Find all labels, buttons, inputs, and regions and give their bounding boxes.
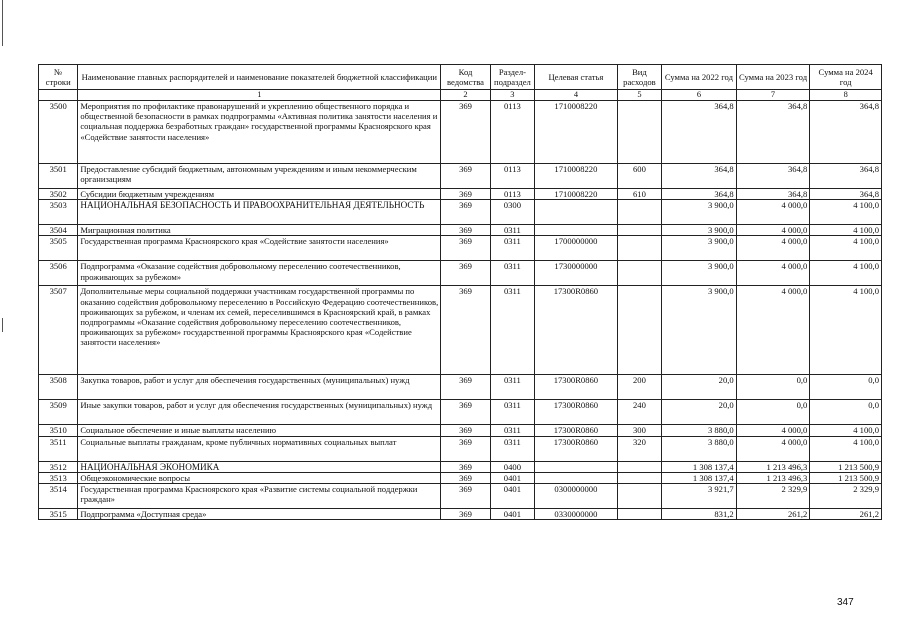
sum-2024-cell: 364,8 (810, 101, 882, 164)
target-cell (535, 472, 618, 483)
dept-code-cell: 369 (441, 225, 490, 236)
sum-2022-cell: 3 880,0 (662, 425, 737, 436)
target-cell (535, 461, 618, 472)
sum-2024-cell: 1 213 500,9 (810, 472, 882, 483)
sum-2023-cell: 364,8 (736, 164, 810, 189)
column-number: 2 (441, 90, 490, 101)
sum-2023-cell: 1 213 496,3 (736, 461, 810, 472)
dept-code-cell: 369 (441, 400, 490, 425)
row-number: 3506 (39, 261, 78, 286)
sum-2023-cell: 4 000,0 (736, 225, 810, 236)
dept-code-cell: 369 (441, 461, 490, 472)
sum-2022-cell: 364,8 (662, 164, 737, 189)
dept-code-cell: 369 (441, 101, 490, 164)
row-number: 3510 (39, 425, 78, 436)
table-row (39, 225, 882, 236)
row-name: НАЦИОНАЛЬНАЯ БЕЗОПАСНОСТЬ И ПРАВООХРАНИТЕЛЬНАЯ ДЕЯТЕЛЬНОСТЬ (78, 200, 441, 225)
sum-2023-cell: 364,8 (736, 189, 810, 200)
row-number: 3512 (39, 461, 78, 472)
dept-code-cell: 369 (441, 189, 490, 200)
expense-type-cell: 300 (617, 425, 661, 436)
expense-type-cell: 240 (617, 400, 661, 425)
row-name: НАЦИОНАЛЬНАЯ ЭКОНОМИКА (78, 461, 441, 472)
table-row (39, 200, 882, 225)
row-number: 3513 (39, 472, 78, 483)
sum-2022-cell: 364,8 (662, 101, 737, 164)
row-name: Подпрограмма «Оказание содействия добровольному переселению соотечественников, проживающих за рубежом» (78, 261, 441, 286)
table-row (39, 436, 882, 461)
section-cell: 0401 (490, 484, 534, 509)
sum-2022-cell: 1 308 137,4 (662, 472, 737, 483)
target-cell: 17300R0860 (535, 400, 618, 425)
sum-2022-cell: 3 900,0 (662, 261, 737, 286)
row-name: Мероприятия по профилактике правонарушений и укреплению общественного порядка и общественной безопасности в рамках подпрограммы «Активная политика занятости населения и социальная поддержка безработных граждан» государственной программы Красноярского края «Содействие занятости населения» (78, 101, 441, 164)
row-number: 3502 (39, 189, 78, 200)
sum-2024-cell: 4 100,0 (810, 200, 882, 225)
sum-2022-cell: 20,0 (662, 400, 737, 425)
sum-2023-cell: 4 000,0 (736, 200, 810, 225)
row-name: Закупка товаров, работ и услуг для обеспечения государственных (муниципальных) нужд (78, 375, 441, 400)
header-expense-type: Вид расходов (617, 65, 661, 90)
table-row (39, 484, 882, 509)
column-number: 1 (78, 90, 441, 101)
dept-code-cell: 369 (441, 286, 490, 375)
target-cell: 17300R0860 (535, 436, 618, 461)
sum-2024-cell: 4 100,0 (810, 286, 882, 375)
expense-type-cell (617, 509, 661, 520)
sum-2024-cell: 4 100,0 (810, 236, 882, 261)
expense-type-cell (617, 484, 661, 509)
dept-code-cell: 369 (441, 436, 490, 461)
target-cell: 17300R0860 (535, 375, 618, 400)
sum-2023-cell: 364,8 (736, 101, 810, 164)
header-sum-2023: Сумма на 2023 год (736, 65, 810, 90)
expense-type-cell: 600 (617, 164, 661, 189)
binding-margin-line (2, 0, 3, 46)
target-cell: 1730000000 (535, 261, 618, 286)
sum-2023-cell: 0,0 (736, 400, 810, 425)
row-number: 3511 (39, 436, 78, 461)
target-cell: 0300000000 (535, 484, 618, 509)
row-number: 3503 (39, 200, 78, 225)
section-cell: 0311 (490, 261, 534, 286)
sum-2024-cell: 1 213 500,9 (810, 461, 882, 472)
table-row (39, 472, 882, 483)
dept-code-cell: 369 (441, 261, 490, 286)
dept-code-cell: 369 (441, 200, 490, 225)
row-name: Миграционная политика (78, 225, 441, 236)
row-name: Социальные выплаты гражданам, кроме публичных нормативных социальных выплат (78, 436, 441, 461)
table-row (39, 461, 882, 472)
target-cell: 1700000000 (535, 236, 618, 261)
expense-type-cell: 200 (617, 375, 661, 400)
sum-2022-cell: 3 900,0 (662, 236, 737, 261)
expense-type-cell (617, 472, 661, 483)
section-cell: 0311 (490, 225, 534, 236)
row-name: Государственная программа Красноярского края «Развитие системы социальной поддержки граждан» (78, 484, 441, 509)
sum-2024-cell: 4 100,0 (810, 436, 882, 461)
sum-2023-cell: 4 000,0 (736, 236, 810, 261)
table-row (39, 189, 882, 200)
sum-2023-cell: 4 000,0 (736, 261, 810, 286)
section-cell: 0400 (490, 461, 534, 472)
row-number: 3501 (39, 164, 78, 189)
sum-2023-cell: 0,0 (736, 375, 810, 400)
row-name: Общеэкономические вопросы (78, 472, 441, 483)
sum-2022-cell: 3 900,0 (662, 286, 737, 375)
header-target: Целевая статья (535, 65, 618, 90)
table-body (39, 101, 882, 520)
expense-type-cell (617, 236, 661, 261)
section-cell: 0311 (490, 436, 534, 461)
page-number: 347 (837, 597, 854, 608)
target-cell: 0330000000 (535, 509, 618, 520)
dept-code-cell: 369 (441, 484, 490, 509)
column-number: 3 (490, 90, 534, 101)
table-row (39, 400, 882, 425)
row-name: Государственная программа Красноярского края «Содействие занятости населения» (78, 236, 441, 261)
sum-2024-cell: 4 100,0 (810, 261, 882, 286)
expense-type-cell: 610 (617, 189, 661, 200)
dept-code-cell: 369 (441, 164, 490, 189)
table-row (39, 375, 882, 400)
sum-2024-cell: 4 100,0 (810, 225, 882, 236)
header-name: Наименование главных распорядителей и наименование показателей бюджетной классификации (78, 65, 441, 90)
column-number: 6 (662, 90, 737, 101)
sum-2023-cell: 1 213 496,3 (736, 472, 810, 483)
section-cell: 0113 (490, 164, 534, 189)
column-number: 5 (617, 90, 661, 101)
expense-type-cell (617, 200, 661, 225)
row-number: 3505 (39, 236, 78, 261)
target-cell: 17300R0860 (535, 425, 618, 436)
section-cell: 0311 (490, 375, 534, 400)
row-number: 3514 (39, 484, 78, 509)
sum-2022-cell: 364,8 (662, 189, 737, 200)
dept-code-cell: 369 (441, 472, 490, 483)
target-cell (535, 200, 618, 225)
expense-type-cell (617, 261, 661, 286)
section-cell: 0401 (490, 472, 534, 483)
row-number: 3507 (39, 286, 78, 375)
table-row (39, 164, 882, 189)
dept-code-cell: 369 (441, 425, 490, 436)
column-number (39, 90, 78, 101)
sum-2022-cell: 3 880,0 (662, 436, 737, 461)
expense-type-cell (617, 461, 661, 472)
sum-2022-cell: 1 308 137,4 (662, 461, 737, 472)
target-cell: 1710008220 (535, 101, 618, 164)
expense-type-cell (617, 101, 661, 164)
table-row (39, 236, 882, 261)
row-name: Дополнительные меры социальной поддержки участникам государственной программы по оказанию содействия добровольному переселению в Российскую Федерацию соотечественников, проживающих за рубежом, и членам их семей, переселившимся в Красноярский край, в рамках подпрограммы «Оказание содействия добровольному переселению соотечественников, проживающих за рубежом» государственной программы Красноярского края «Содействие занятости населения» (78, 286, 441, 375)
table-row (39, 425, 882, 436)
row-number: 3515 (39, 509, 78, 520)
binding-margin-line (2, 318, 3, 332)
table-row (39, 101, 882, 164)
table-row (39, 261, 882, 286)
expense-type-cell (617, 225, 661, 236)
expense-type-cell (617, 286, 661, 375)
column-number: 4 (535, 90, 618, 101)
section-cell: 0311 (490, 425, 534, 436)
dept-code-cell: 369 (441, 375, 490, 400)
header-row-no: № строки (39, 65, 78, 90)
sum-2024-cell: 364,8 (810, 189, 882, 200)
sum-2023-cell: 4 000,0 (736, 286, 810, 375)
sum-2024-cell: 364,8 (810, 164, 882, 189)
section-cell: 0113 (490, 189, 534, 200)
target-cell: 1710008220 (535, 164, 618, 189)
column-number: 8 (810, 90, 882, 101)
sum-2022-cell: 831,2 (662, 509, 737, 520)
section-cell: 0311 (490, 400, 534, 425)
section-cell: 0113 (490, 101, 534, 164)
sum-2024-cell: 2 329,9 (810, 484, 882, 509)
sum-2022-cell: 20,0 (662, 375, 737, 400)
sum-2023-cell: 2 329,9 (736, 484, 810, 509)
row-name: Предоставление субсидий бюджетным, автономным учреждениям и иным некоммерческим организациям (78, 164, 441, 189)
header-sum-2024: Сумма на 2024 год (810, 65, 882, 90)
sum-2024-cell: 4 100,0 (810, 425, 882, 436)
row-name: Социальное обеспечение и иные выплаты населению (78, 425, 441, 436)
sum-2022-cell: 3 900,0 (662, 200, 737, 225)
target-cell: 1710008220 (535, 189, 618, 200)
table-header-row (39, 65, 882, 90)
sum-2023-cell: 4 000,0 (736, 425, 810, 436)
dept-code-cell: 369 (441, 509, 490, 520)
column-number: 7 (736, 90, 810, 101)
table-row (39, 286, 882, 375)
sum-2023-cell: 261,2 (736, 509, 810, 520)
sum-2024-cell: 0,0 (810, 375, 882, 400)
header-section: Раздел-подраздел (490, 65, 534, 90)
table-row (39, 509, 882, 520)
header-dept-code: Код ведомства (441, 65, 490, 90)
sum-2024-cell: 0,0 (810, 400, 882, 425)
section-cell: 0311 (490, 236, 534, 261)
row-name: Иные закупки товаров, работ и услуг для обеспечения государственных (муниципальных) нужд (78, 400, 441, 425)
sum-2023-cell: 4 000,0 (736, 436, 810, 461)
sum-2024-cell: 261,2 (810, 509, 882, 520)
row-number: 3504 (39, 225, 78, 236)
expense-type-cell: 320 (617, 436, 661, 461)
row-number: 3508 (39, 375, 78, 400)
row-name: Подпрограмма «Доступная среда» (78, 509, 441, 520)
budget-table (38, 64, 882, 520)
target-cell (535, 225, 618, 236)
row-number: 3500 (39, 101, 78, 164)
sum-2022-cell: 3 900,0 (662, 225, 737, 236)
sum-2022-cell: 3 921,7 (662, 484, 737, 509)
column-number-row (39, 90, 882, 101)
dept-code-cell: 369 (441, 236, 490, 261)
target-cell: 17300R0860 (535, 286, 618, 375)
row-name: Субсидии бюджетным учреждениям (78, 189, 441, 200)
section-cell: 0401 (490, 509, 534, 520)
header-sum-2022: Сумма на 2022 год (662, 65, 737, 90)
section-cell: 0300 (490, 200, 534, 225)
section-cell: 0311 (490, 286, 534, 375)
row-number: 3509 (39, 400, 78, 425)
